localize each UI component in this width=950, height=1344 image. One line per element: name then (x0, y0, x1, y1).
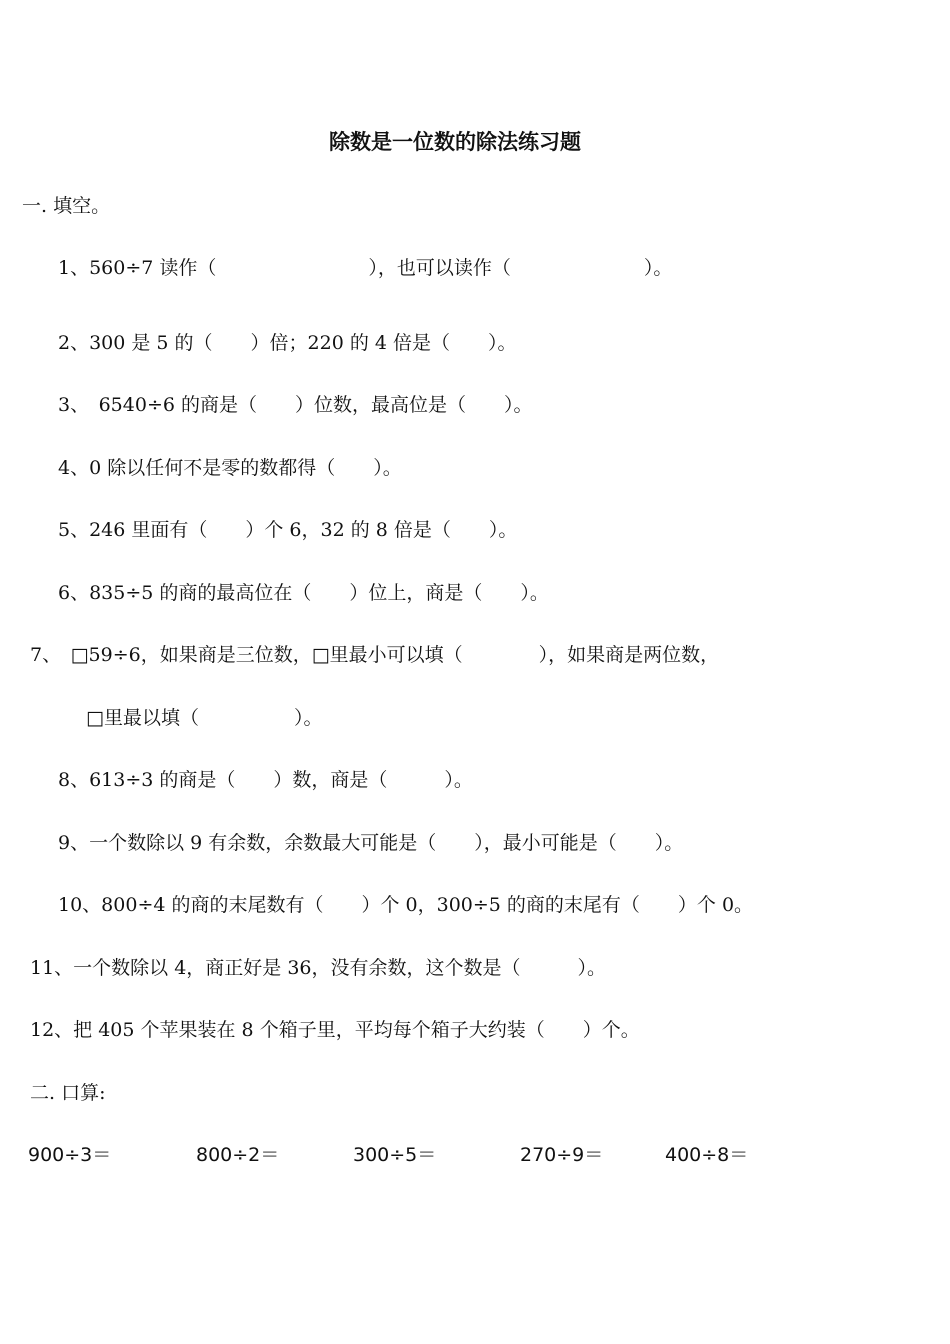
question-7: 7、 □59÷6，如果商是三位数，□里最小可以填（ ），如果商是两位数， (30, 644, 720, 666)
mental-math-problem: 900÷3＝ (28, 1144, 112, 1166)
question-6: 6、835÷5 的商的最高位在（ ）位上，商是（ ）。 (58, 582, 549, 604)
question-3: 3、 6540÷6 的商是（ ）位数，最高位是（ ）。 (58, 394, 533, 416)
question-4: 4、0 除以任何不是零的数都得（ ）。 (58, 457, 402, 479)
question-1: 1、560÷7 读作（ ），也可以读作（ ）。 (58, 257, 673, 279)
question-10: 10、800÷4 的商的末尾数有（ ）个 0，300÷5 的商的末尾有（ ）个 0。 (58, 894, 754, 916)
mental-math-problem: 400÷8＝ (665, 1144, 749, 1166)
question-8: 8、613÷3 的商是（ ）数，商是（ ）。 (58, 769, 473, 791)
question-12: 12、把 405 个苹果装在 8 个箱子里，平均每个箱子大约装（ ）个。 (30, 1019, 640, 1041)
question-7-continued: □里最以填（ ）。 (86, 707, 323, 729)
page-title: 除数是一位数的除法练习题 (329, 129, 581, 154)
mental-math-problem: 270÷9＝ (520, 1144, 604, 1166)
mental-math-problem: 300÷5＝ (353, 1144, 437, 1166)
section-heading-fill-blank: 一. 填空。 (22, 195, 111, 217)
mental-math-problem: 800÷2＝ (196, 1144, 280, 1166)
question-9: 9、一个数除以 9 有余数，余数最大可能是（ ），最小可能是（ ）。 (58, 832, 684, 854)
question-11: 11、一个数除以 4，商正好是 36，没有余数，这个数是（ ）。 (30, 957, 607, 979)
section-heading-mental-math: 二. 口算: (30, 1082, 106, 1104)
question-5: 5、246 里面有（ ）个 6，32 的 8 倍是（ ）。 (58, 519, 518, 541)
question-2: 2、300 是 5 的（ ）倍；220 的 4 倍是（ ）。 (58, 332, 517, 354)
